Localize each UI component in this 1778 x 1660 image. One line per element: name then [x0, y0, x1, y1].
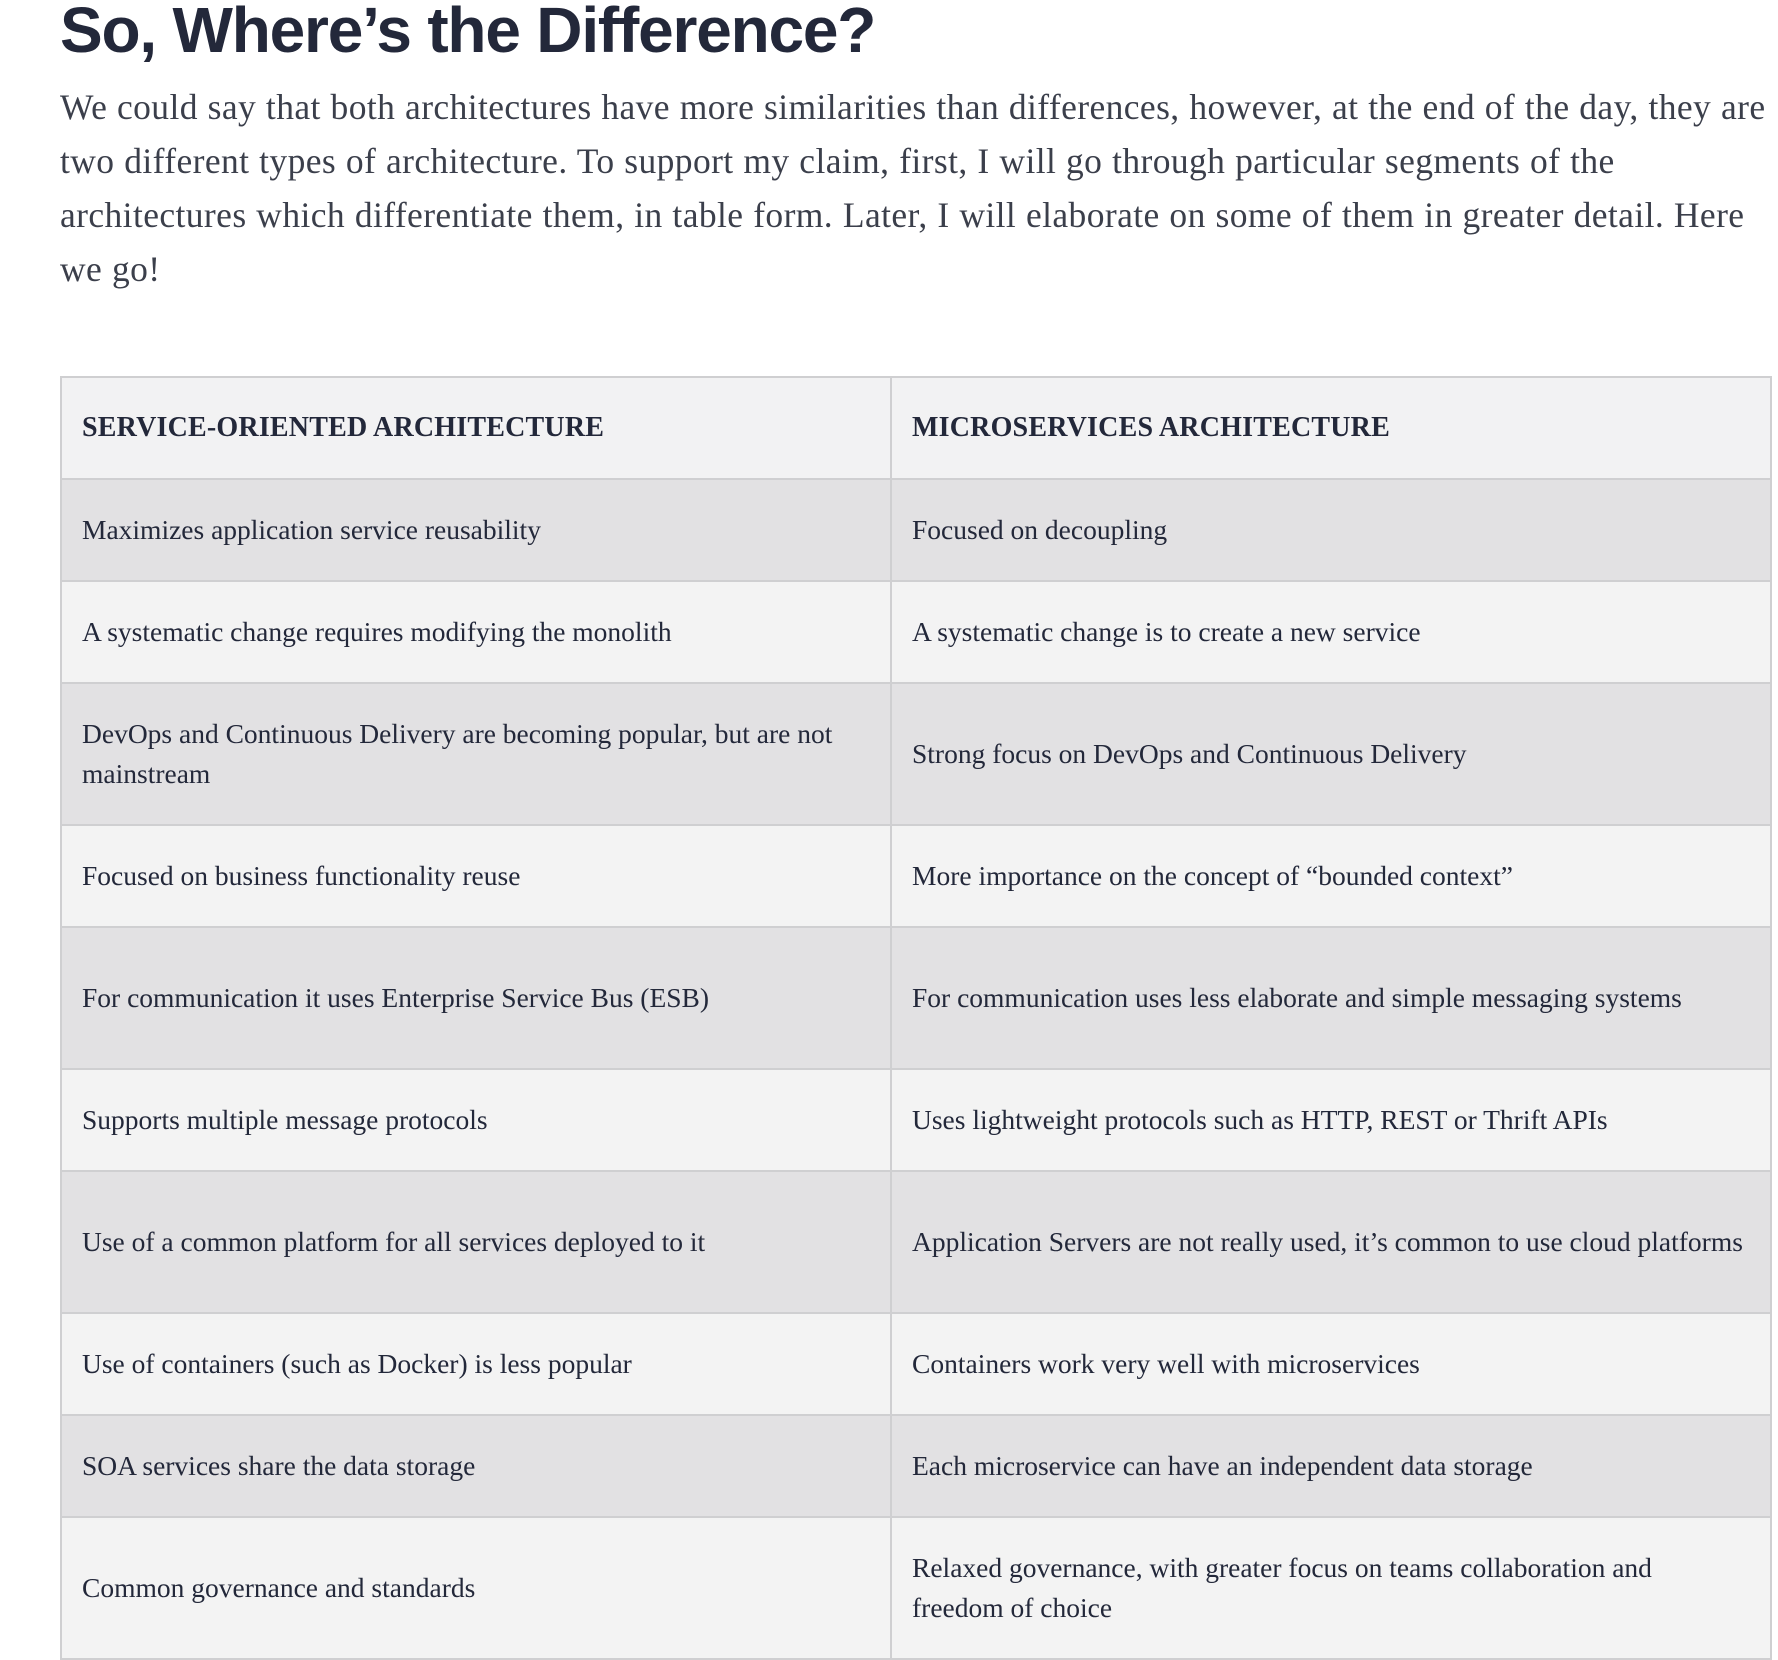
header-soa: SERVICE-ORIENTED ARCHITECTURE — [61, 377, 891, 479]
cell-microservices: Strong focus on DevOps and Continuous Delivery — [891, 683, 1771, 825]
cell-soa: Supports multiple message protocols — [61, 1069, 891, 1171]
table-row — [61, 479, 1771, 581]
comparison-table — [60, 376, 1772, 1660]
cell-microservices: Focused on decoupling — [891, 479, 1771, 581]
cell-microservices: Application Servers are not really used, it’s common to use cloud platforms — [891, 1171, 1771, 1313]
table-row — [61, 1313, 1771, 1415]
cell-microservices: More importance on the concept of “bounded context” — [891, 825, 1771, 927]
cell-soa: Use of containers (such as Docker) is less popular — [61, 1313, 891, 1415]
cell-soa: DevOps and Continuous Delivery are becoming popular, but are not mainstream — [61, 683, 891, 825]
cell-soa: Common governance and standards — [61, 1517, 891, 1659]
cell-microservices: For communication uses less elaborate and simple messaging systems — [891, 927, 1771, 1069]
table-row — [61, 825, 1771, 927]
table-row — [61, 1415, 1771, 1517]
cell-soa: SOA services share the data storage — [61, 1415, 891, 1517]
cell-soa: For communication it uses Enterprise Service Bus (ESB) — [61, 927, 891, 1069]
cell-microservices: Each microservice can have an independent data storage — [891, 1415, 1771, 1517]
table-row — [61, 1069, 1771, 1171]
cell-soa: Focused on business functionality reuse — [61, 825, 891, 927]
table-row — [61, 683, 1771, 825]
cell-microservices: A systematic change is to create a new service — [891, 581, 1771, 683]
cell-microservices: Uses lightweight protocols such as HTTP, REST or Thrift APIs — [891, 1069, 1771, 1171]
page-title: So, Where’s the Difference? — [60, 0, 876, 66]
article — [60, 0, 1770, 1623]
cell-microservices: Relaxed governance, with greater focus on teams collaboration and freedom of choice — [891, 1517, 1771, 1659]
cell-soa: Maximizes application service reusability — [61, 479, 891, 581]
cell-soa: A systematic change requires modifying the monolith — [61, 581, 891, 683]
table-row — [61, 1171, 1771, 1313]
table-row — [61, 927, 1771, 1069]
header-microservices: MICROSERVICES ARCHITECTURE — [891, 377, 1771, 479]
table-row — [61, 1517, 1771, 1659]
intro-paragraph: We could say that both architectures have more similarities than differences, however, at the end of the day, they are two different types of architecture. To support my claim, first, I will go through particular segments of the architectures which differentiate them, in table form. Later, I will elaborate on some of them in greater detail. Here we go! — [60, 87, 1766, 289]
table-header-row — [61, 377, 1771, 479]
cell-microservices: Containers work very well with microservices — [891, 1313, 1771, 1415]
cell-soa: Use of a common platform for all services deployed to it — [61, 1171, 891, 1313]
table-row — [61, 581, 1771, 683]
